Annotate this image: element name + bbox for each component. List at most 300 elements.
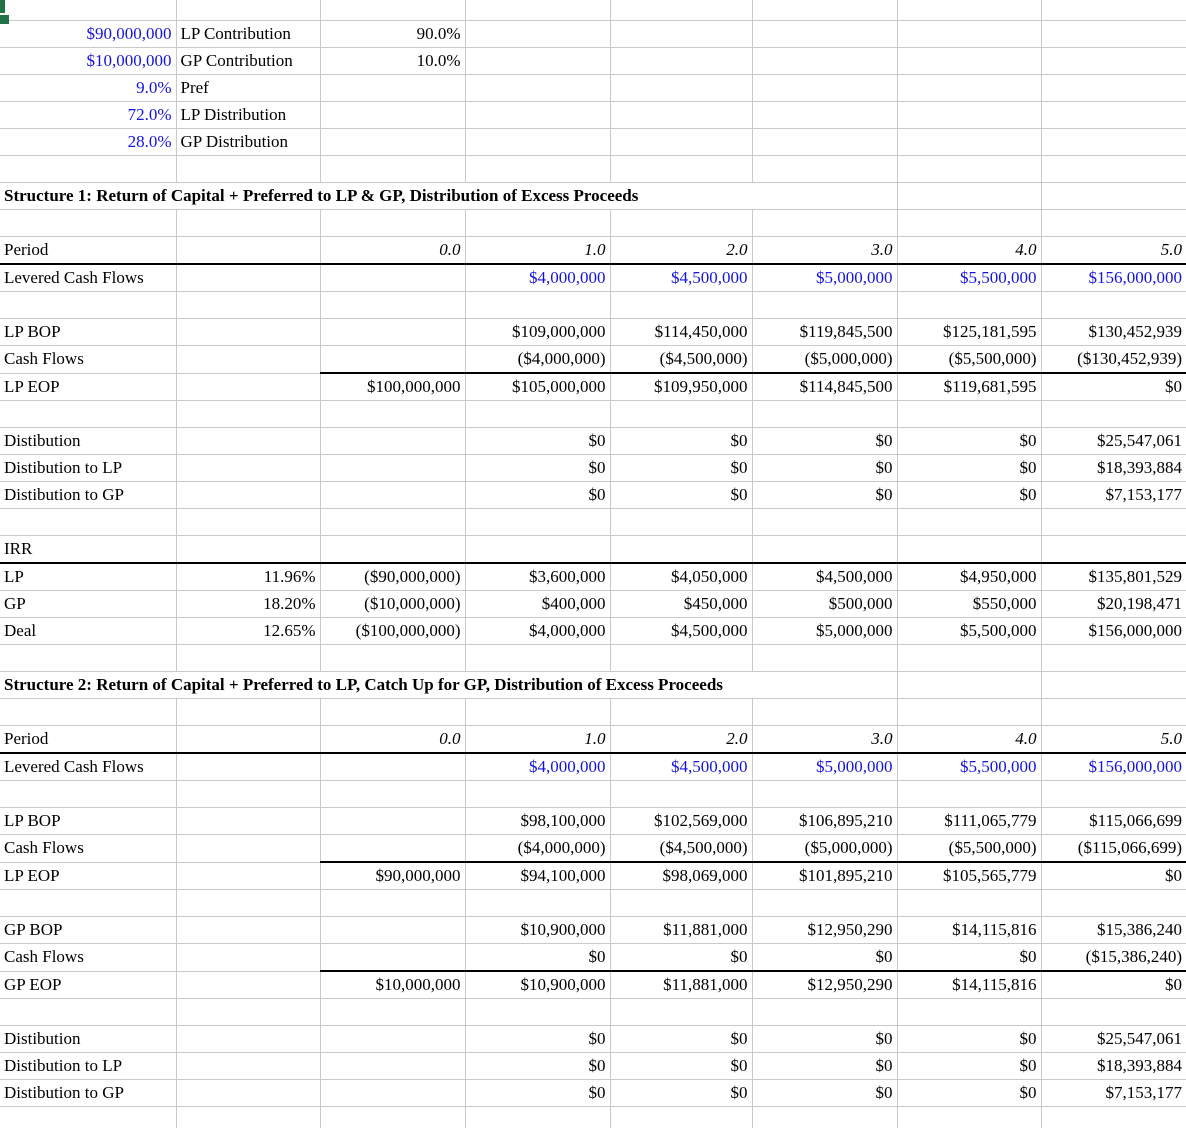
cell[interactable] (320, 781, 465, 808)
cell[interactable]: ($130,452,939) (1041, 346, 1186, 374)
cell[interactable] (320, 753, 465, 781)
cell[interactable]: Distibution (0, 1026, 176, 1053)
cell[interactable] (176, 944, 320, 972)
cell[interactable]: $105,565,779 (897, 862, 1041, 890)
cell[interactable] (897, 509, 1041, 536)
cell[interactable]: $4,950,000 (897, 563, 1041, 591)
cell[interactable] (752, 0, 897, 21)
cell[interactable] (320, 156, 465, 183)
cell[interactable]: $0 (465, 944, 610, 972)
cell[interactable]: Distibution to LP (0, 455, 176, 482)
cell[interactable]: $90,000,000 (320, 862, 465, 890)
cell[interactable] (176, 264, 320, 292)
cell[interactable] (176, 346, 320, 374)
cell[interactable]: LP BOP (0, 319, 176, 346)
cell[interactable] (0, 999, 176, 1026)
cell[interactable] (897, 536, 1041, 564)
cell[interactable]: $15,386,240 (1041, 917, 1186, 944)
cell[interactable]: 1.0 (465, 726, 610, 754)
cell[interactable]: Cash Flows (0, 346, 176, 374)
cell[interactable] (465, 999, 610, 1026)
cell[interactable]: $25,547,061 (1041, 1026, 1186, 1053)
cell[interactable]: $0 (752, 1053, 897, 1080)
cell[interactable] (752, 292, 897, 319)
cell[interactable]: $7,153,177 (1041, 1080, 1186, 1107)
cell[interactable]: ($5,500,000) (897, 835, 1041, 863)
cell[interactable]: 90.0% (320, 21, 465, 48)
cell[interactable] (752, 781, 897, 808)
cell[interactable] (610, 781, 752, 808)
cell[interactable] (897, 401, 1041, 428)
cell[interactable] (465, 210, 610, 237)
cell[interactable]: $450,000 (610, 591, 752, 618)
cell[interactable] (752, 21, 897, 48)
cell[interactable]: GP Distribution (176, 129, 320, 156)
cell[interactable]: $12,950,290 (752, 971, 897, 999)
cell[interactable] (176, 699, 320, 726)
cell[interactable] (752, 210, 897, 237)
cell[interactable] (1041, 1107, 1186, 1128)
cell[interactable] (752, 645, 897, 672)
cell[interactable]: $4,500,000 (752, 563, 897, 591)
cell[interactable] (176, 0, 320, 21)
cell[interactable]: 0.0 (320, 726, 465, 754)
cell[interactable]: $0 (752, 455, 897, 482)
cell[interactable] (610, 21, 752, 48)
cell[interactable]: $0 (1041, 373, 1186, 401)
cell[interactable]: $130,452,939 (1041, 319, 1186, 346)
cell[interactable]: 5.0 (1041, 726, 1186, 754)
cell[interactable]: $550,000 (897, 591, 1041, 618)
cell[interactable]: $0 (897, 1026, 1041, 1053)
cell[interactable] (176, 645, 320, 672)
cell[interactable] (176, 1107, 320, 1128)
cell[interactable]: $114,450,000 (610, 319, 752, 346)
cell[interactable]: Period (0, 726, 176, 754)
fill-handle-icon[interactable] (0, 15, 9, 24)
cell[interactable]: $4,000,000 (465, 753, 610, 781)
cell[interactable]: $14,115,816 (897, 971, 1041, 999)
cell[interactable]: $114,845,500 (752, 373, 897, 401)
cell[interactable] (1041, 645, 1186, 672)
cell[interactable] (1041, 48, 1186, 75)
cell[interactable]: Levered Cash Flows (0, 753, 176, 781)
cell[interactable] (897, 999, 1041, 1026)
cell[interactable]: $5,500,000 (897, 618, 1041, 645)
cell[interactable] (320, 509, 465, 536)
cell[interactable] (465, 645, 610, 672)
cell[interactable] (610, 0, 752, 21)
cell[interactable] (897, 156, 1041, 183)
cell[interactable] (320, 264, 465, 292)
cell[interactable] (465, 156, 610, 183)
cell[interactable] (752, 509, 897, 536)
cell[interactable]: GP BOP (0, 917, 176, 944)
cell[interactable]: IRR (0, 536, 176, 564)
cell[interactable]: $109,950,000 (610, 373, 752, 401)
cell[interactable]: 4.0 (897, 726, 1041, 754)
cell[interactable]: $0 (897, 428, 1041, 455)
cell[interactable] (752, 75, 897, 102)
cell[interactable]: LP EOP (0, 373, 176, 401)
cell[interactable]: $106,895,210 (752, 808, 897, 835)
cell[interactable] (176, 428, 320, 455)
cell[interactable]: $0 (610, 455, 752, 482)
cell[interactable] (0, 699, 176, 726)
cell[interactable] (465, 401, 610, 428)
cell[interactable] (1041, 102, 1186, 129)
cell[interactable]: $0 (1041, 862, 1186, 890)
cell[interactable] (752, 156, 897, 183)
cell[interactable] (897, 699, 1041, 726)
cell[interactable]: $0 (752, 1026, 897, 1053)
cell[interactable] (1041, 156, 1186, 183)
cell[interactable]: $20,198,471 (1041, 591, 1186, 618)
cell[interactable] (465, 781, 610, 808)
cell[interactable] (1041, 292, 1186, 319)
cell[interactable] (752, 699, 897, 726)
cell[interactable]: 2.0 (610, 237, 752, 265)
cell[interactable]: Deal (0, 618, 176, 645)
cell[interactable] (897, 183, 1041, 210)
cell[interactable] (1041, 0, 1186, 21)
cell[interactable]: LP Distribution (176, 102, 320, 129)
cell[interactable]: $4,050,000 (610, 563, 752, 591)
cell[interactable] (465, 102, 610, 129)
cell[interactable] (176, 319, 320, 346)
cell[interactable]: $14,115,816 (897, 917, 1041, 944)
cell[interactable] (176, 292, 320, 319)
cell[interactable] (320, 428, 465, 455)
cell[interactable] (610, 129, 752, 156)
cell[interactable]: ($5,500,000) (897, 346, 1041, 374)
cell[interactable] (897, 48, 1041, 75)
cell[interactable] (1041, 21, 1186, 48)
cell[interactable]: $10,000,000 (0, 48, 176, 75)
cell[interactable] (752, 1107, 897, 1128)
cell[interactable] (320, 645, 465, 672)
cell[interactable]: $115,066,699 (1041, 808, 1186, 835)
cell[interactable]: $0 (752, 944, 897, 972)
cell[interactable]: GP EOP (0, 971, 176, 999)
cell[interactable] (0, 401, 176, 428)
cell[interactable] (897, 129, 1041, 156)
cell[interactable] (1041, 999, 1186, 1026)
cell[interactable]: ($4,000,000) (465, 835, 610, 863)
cell[interactable] (0, 210, 176, 237)
cell[interactable] (1041, 401, 1186, 428)
cell[interactable]: $0 (465, 1080, 610, 1107)
cell[interactable]: Distibution to LP (0, 1053, 176, 1080)
cell[interactable]: Cash Flows (0, 835, 176, 863)
cell[interactable]: $18,393,884 (1041, 455, 1186, 482)
cell[interactable] (465, 509, 610, 536)
cell[interactable] (897, 0, 1041, 21)
cell[interactable]: $400,000 (465, 591, 610, 618)
cell[interactable] (320, 0, 465, 21)
cell[interactable]: $0 (610, 482, 752, 509)
cell[interactable]: $0 (610, 428, 752, 455)
cell[interactable]: $101,895,210 (752, 862, 897, 890)
cell[interactable] (320, 917, 465, 944)
cell[interactable]: $0 (752, 1080, 897, 1107)
cell[interactable]: $0 (610, 944, 752, 972)
cell[interactable]: $4,000,000 (465, 618, 610, 645)
cell[interactable] (897, 781, 1041, 808)
cell[interactable] (610, 1107, 752, 1128)
cell[interactable] (320, 129, 465, 156)
cell[interactable]: Levered Cash Flows (0, 264, 176, 292)
cell[interactable] (897, 75, 1041, 102)
cell[interactable] (0, 292, 176, 319)
cell[interactable] (1041, 210, 1186, 237)
cell[interactable]: $0 (897, 944, 1041, 972)
cell[interactable]: $5,500,000 (897, 753, 1041, 781)
cell[interactable] (610, 509, 752, 536)
cell[interactable]: $0 (465, 1026, 610, 1053)
cell[interactable] (1041, 75, 1186, 102)
cell[interactable] (1041, 672, 1186, 699)
cell[interactable] (465, 1107, 610, 1128)
cell[interactable]: $105,000,000 (465, 373, 610, 401)
cell[interactable] (465, 890, 610, 917)
cell[interactable] (176, 808, 320, 835)
cell[interactable]: Distibution to GP (0, 1080, 176, 1107)
cell[interactable] (1041, 699, 1186, 726)
cell[interactable]: $4,500,000 (610, 753, 752, 781)
cell[interactable]: $5,000,000 (752, 264, 897, 292)
cell[interactable] (176, 237, 320, 265)
cell[interactable] (610, 75, 752, 102)
cell[interactable]: 10.0% (320, 48, 465, 75)
cell[interactable] (752, 48, 897, 75)
cell[interactable] (320, 346, 465, 374)
cell[interactable] (176, 862, 320, 890)
cell[interactable]: ($4,500,000) (610, 835, 752, 863)
cell[interactable] (1041, 183, 1186, 210)
cell[interactable] (320, 1053, 465, 1080)
cell[interactable] (610, 890, 752, 917)
cell[interactable] (465, 48, 610, 75)
cell[interactable] (0, 890, 176, 917)
cell[interactable] (752, 890, 897, 917)
cell[interactable] (320, 944, 465, 972)
cell[interactable] (320, 210, 465, 237)
cell[interactable] (176, 753, 320, 781)
cell[interactable]: LP EOP (0, 862, 176, 890)
cell[interactable]: $135,801,529 (1041, 563, 1186, 591)
cell[interactable]: LP (0, 563, 176, 591)
cell[interactable] (320, 1107, 465, 1128)
cell[interactable] (320, 75, 465, 102)
cell[interactable] (1041, 509, 1186, 536)
cell[interactable]: 11.96% (176, 563, 320, 591)
cell[interactable]: $156,000,000 (1041, 618, 1186, 645)
cell[interactable]: ($4,000,000) (465, 346, 610, 374)
cell[interactable] (176, 999, 320, 1026)
cell[interactable]: 12.65% (176, 618, 320, 645)
cell[interactable]: $94,100,000 (465, 862, 610, 890)
cell[interactable]: $0 (897, 455, 1041, 482)
cell[interactable] (320, 890, 465, 917)
cell[interactable] (320, 808, 465, 835)
section-title-cell[interactable]: Structure 2: Return of Capital + Preferred to LP, Catch Up for GP, Distribution of Excess Proceeds (0, 672, 897, 699)
cell[interactable]: $0 (752, 428, 897, 455)
cell[interactable]: $0 (610, 1026, 752, 1053)
cell[interactable] (610, 645, 752, 672)
cell[interactable] (320, 835, 465, 863)
cell[interactable]: ($100,000,000) (320, 618, 465, 645)
cell[interactable]: $10,000,000 (320, 971, 465, 999)
cell[interactable] (752, 102, 897, 129)
cell[interactable] (897, 21, 1041, 48)
cell[interactable]: $98,069,000 (610, 862, 752, 890)
cell[interactable]: 28.0% (0, 129, 176, 156)
cell[interactable]: 2.0 (610, 726, 752, 754)
cell[interactable]: $0 (465, 455, 610, 482)
cell[interactable]: $0 (752, 482, 897, 509)
cell[interactable]: 1.0 (465, 237, 610, 265)
cell[interactable] (320, 482, 465, 509)
cell[interactable]: ($15,386,240) (1041, 944, 1186, 972)
cell[interactable] (320, 292, 465, 319)
cell[interactable] (0, 1107, 176, 1128)
cell[interactable]: $98,100,000 (465, 808, 610, 835)
cell[interactable] (0, 0, 176, 21)
cell[interactable] (176, 401, 320, 428)
cell[interactable] (176, 482, 320, 509)
cell[interactable]: $0 (897, 1080, 1041, 1107)
cell[interactable]: $0 (465, 482, 610, 509)
cell[interactable]: Period (0, 237, 176, 265)
cell[interactable] (752, 401, 897, 428)
cell[interactable] (320, 1026, 465, 1053)
cell[interactable] (176, 1080, 320, 1107)
cell[interactable] (610, 210, 752, 237)
cell[interactable] (610, 292, 752, 319)
cell[interactable] (610, 102, 752, 129)
cell[interactable] (465, 75, 610, 102)
cell[interactable] (320, 536, 465, 564)
cell[interactable]: $156,000,000 (1041, 753, 1186, 781)
cell[interactable] (320, 455, 465, 482)
cell[interactable]: 0.0 (320, 237, 465, 265)
cell[interactable] (752, 999, 897, 1026)
cell[interactable] (897, 672, 1041, 699)
cell[interactable] (1041, 129, 1186, 156)
cell[interactable]: 5.0 (1041, 237, 1186, 265)
cell[interactable] (897, 102, 1041, 129)
cell[interactable]: Distibution to GP (0, 482, 176, 509)
cell[interactable] (176, 1026, 320, 1053)
cell[interactable]: $111,065,779 (897, 808, 1041, 835)
cell[interactable] (0, 156, 176, 183)
cell[interactable]: LP BOP (0, 808, 176, 835)
cell[interactable] (0, 781, 176, 808)
cell[interactable]: GP (0, 591, 176, 618)
cell[interactable]: Distibution (0, 428, 176, 455)
cell[interactable]: ($115,066,699) (1041, 835, 1186, 863)
cell[interactable]: $5,000,000 (752, 618, 897, 645)
cell[interactable]: $0 (610, 1053, 752, 1080)
cell[interactable] (897, 890, 1041, 917)
cell[interactable]: ($90,000,000) (320, 563, 465, 591)
cell[interactable] (320, 319, 465, 346)
cell[interactable] (320, 102, 465, 129)
cell[interactable] (1041, 890, 1186, 917)
cell[interactable]: Cash Flows (0, 944, 176, 972)
cell[interactable]: $0 (465, 1053, 610, 1080)
cell[interactable] (610, 401, 752, 428)
cell[interactable] (465, 699, 610, 726)
cell[interactable]: $25,547,061 (1041, 428, 1186, 455)
section-title-cell[interactable]: Structure 1: Return of Capital + Preferred to LP & GP, Distribution of Excess Proceeds (0, 183, 897, 210)
cell[interactable] (897, 1107, 1041, 1128)
cell[interactable] (465, 129, 610, 156)
cell[interactable]: $11,881,000 (610, 917, 752, 944)
cell[interactable]: $10,900,000 (465, 971, 610, 999)
cell[interactable] (897, 210, 1041, 237)
cell[interactable]: 4.0 (897, 237, 1041, 265)
cell[interactable]: 9.0% (0, 75, 176, 102)
cell[interactable] (176, 455, 320, 482)
cell[interactable] (176, 536, 320, 564)
cell[interactable] (0, 645, 176, 672)
cell[interactable] (320, 699, 465, 726)
cell[interactable] (176, 781, 320, 808)
cell[interactable]: $5,500,000 (897, 264, 1041, 292)
cell[interactable]: $125,181,595 (897, 319, 1041, 346)
cell[interactable]: $0 (465, 428, 610, 455)
cell[interactable]: ($5,000,000) (752, 835, 897, 863)
cell[interactable] (610, 156, 752, 183)
cell[interactable]: $90,000,000 (0, 21, 176, 48)
cell[interactable] (320, 999, 465, 1026)
cell[interactable] (176, 210, 320, 237)
cell[interactable]: $119,845,500 (752, 319, 897, 346)
cell[interactable]: $18,393,884 (1041, 1053, 1186, 1080)
cell[interactable] (752, 129, 897, 156)
cell[interactable]: $0 (897, 482, 1041, 509)
cell[interactable] (897, 292, 1041, 319)
cell[interactable] (610, 536, 752, 564)
cell[interactable]: $7,153,177 (1041, 482, 1186, 509)
cell[interactable] (176, 1053, 320, 1080)
cell[interactable]: $100,000,000 (320, 373, 465, 401)
cell[interactable]: $102,569,000 (610, 808, 752, 835)
cell[interactable] (752, 536, 897, 564)
cell[interactable] (176, 971, 320, 999)
cell[interactable] (176, 890, 320, 917)
cell[interactable]: $4,500,000 (610, 618, 752, 645)
cell[interactable]: Pref (176, 75, 320, 102)
cell[interactable] (465, 292, 610, 319)
cell[interactable] (176, 835, 320, 863)
cell[interactable]: $500,000 (752, 591, 897, 618)
cell[interactable] (610, 999, 752, 1026)
cell[interactable]: ($5,000,000) (752, 346, 897, 374)
cell[interactable]: GP Contribution (176, 48, 320, 75)
cell[interactable] (1041, 781, 1186, 808)
cell[interactable]: 3.0 (752, 237, 897, 265)
cell[interactable]: ($4,500,000) (610, 346, 752, 374)
cell[interactable]: $4,000,000 (465, 264, 610, 292)
cell[interactable]: $3,600,000 (465, 563, 610, 591)
cell[interactable] (176, 373, 320, 401)
cell[interactable]: $0 (610, 1080, 752, 1107)
cell[interactable]: $156,000,000 (1041, 264, 1186, 292)
cell[interactable]: $12,950,290 (752, 917, 897, 944)
